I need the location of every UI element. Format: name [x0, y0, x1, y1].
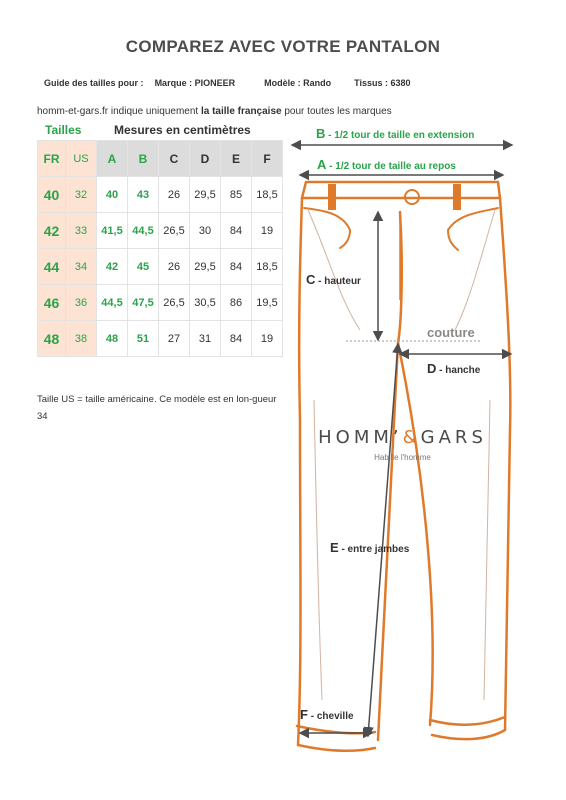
tailles-heading: Tailles	[45, 123, 82, 137]
cell-d: 30,5	[190, 285, 221, 321]
col-fr: FR	[38, 141, 66, 177]
cell-us: 38	[66, 321, 97, 357]
cell-a: 48	[97, 321, 128, 357]
cell-f: 18,5	[252, 249, 283, 285]
cell-c: 26,5	[159, 213, 190, 249]
brand-ampersand: &	[402, 427, 421, 448]
us-size-note: Taille US = taille américaine. Ce modèle est en lon-gueur 34	[37, 394, 277, 422]
note-text-before: homm-et-gars.fr indique uniquement	[37, 106, 201, 117]
cell-us: 33	[66, 213, 97, 249]
label-a-text: - 1/2 tour de taille au repos	[326, 161, 456, 172]
label-c-text: - hauteur	[315, 276, 361, 287]
cell-b: 44,5	[128, 213, 159, 249]
cell-fr: 42	[38, 213, 66, 249]
cell-f: 18,5	[252, 177, 283, 213]
label-f	[300, 707, 354, 722]
col-e: E	[221, 141, 252, 177]
col-c: C	[159, 141, 190, 177]
brand-right: GARS	[420, 427, 487, 448]
cell-e: 84	[221, 213, 252, 249]
label-e-text: - entre jambes	[338, 544, 410, 555]
cell-us: 32	[66, 177, 97, 213]
col-f: F	[252, 141, 283, 177]
guide-model: Modèle : Rando	[264, 78, 332, 88]
note-text-bold: la taille française	[200, 106, 282, 117]
cell-f: 19	[252, 213, 283, 249]
cell-e: 86	[221, 285, 252, 321]
guide-lead: Guide des tailles pour :	[44, 78, 144, 88]
cell-b: 51	[128, 321, 159, 357]
belt-loop	[328, 184, 336, 210]
cell-d: 30	[190, 213, 221, 249]
cell-e: 84	[221, 321, 252, 357]
cell-c: 26,5	[159, 285, 190, 321]
brand-tagline: Habille l'homme	[374, 453, 431, 462]
guide-fabric: Tissus : 6380	[354, 78, 411, 88]
cell-d: 31	[190, 321, 221, 357]
label-c	[306, 272, 361, 287]
cell-f: 19,5	[252, 285, 283, 321]
cell-c: 27	[159, 321, 190, 357]
cell-c: 26	[159, 249, 190, 285]
brand-logo	[300, 427, 505, 448]
cell-d: 29,5	[190, 249, 221, 285]
label-a	[317, 157, 456, 172]
cell-c: 26	[159, 177, 190, 213]
mesures-heading: Mesures en centimètres	[114, 123, 251, 137]
label-a-letter: A	[317, 157, 327, 172]
cell-d: 29,5	[190, 177, 221, 213]
label-f-letter: F	[300, 707, 308, 722]
col-b: B	[128, 141, 159, 177]
label-b	[316, 126, 474, 141]
col-a: A	[97, 141, 128, 177]
label-b-text: - 1/2 tour de taille en extension	[325, 130, 475, 141]
cell-b: 47,5	[128, 285, 159, 321]
label-d	[427, 361, 480, 376]
cell-us: 34	[66, 249, 97, 285]
col-d: D	[190, 141, 221, 177]
label-e	[330, 540, 409, 555]
cell-a: 42	[97, 249, 128, 285]
cell-a: 41,5	[97, 213, 128, 249]
cell-b: 45	[128, 249, 159, 285]
brand-apostrophe: ’	[392, 427, 403, 448]
label-c-letter: C	[306, 272, 316, 287]
label-d-letter: D	[427, 361, 437, 376]
cell-e: 84	[221, 249, 252, 285]
label-f-text: - cheville	[307, 711, 354, 722]
page-title: COMPAREZ AVEC VOTRE PANTALON	[125, 37, 441, 56]
cell-e: 85	[221, 177, 252, 213]
belt-loop	[453, 184, 461, 210]
brand-left: HOMM	[318, 427, 393, 448]
cell-b: 43	[128, 177, 159, 213]
couture-label: couture	[427, 325, 475, 340]
cell-fr: 44	[38, 249, 66, 285]
note-text-after: pour toutes les marques	[281, 106, 392, 117]
label-b-letter: B	[316, 126, 326, 141]
label-d-text: - hanche	[436, 365, 481, 376]
cell-fr: 48	[38, 321, 66, 357]
cell-fr: 46	[38, 285, 66, 321]
cell-a: 40	[97, 177, 128, 213]
label-e-letter: E	[330, 540, 339, 555]
col-us: US	[66, 141, 97, 177]
cell-us: 36	[66, 285, 97, 321]
cell-f: 19	[252, 321, 283, 357]
cell-fr: 40	[38, 177, 66, 213]
guide-brand: Marque : PIONEER	[154, 78, 236, 88]
cell-a: 44,5	[97, 285, 128, 321]
